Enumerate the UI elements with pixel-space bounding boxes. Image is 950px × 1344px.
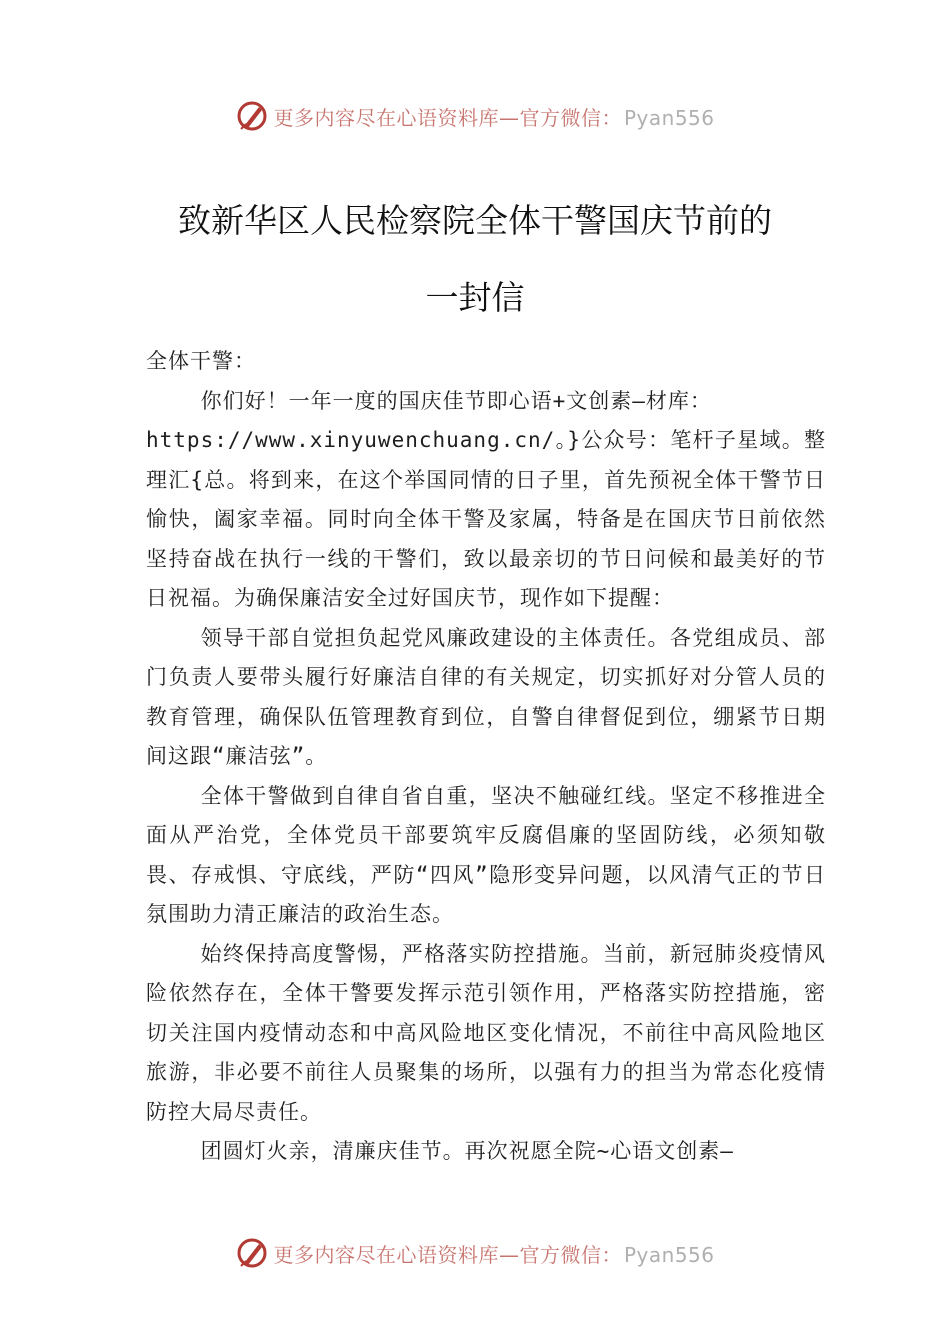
title-line-1: 致新华区人民检察院全体干警国庆节前的	[178, 201, 772, 240]
paragraph-6: 团圆灯火亲，清廉庆佳节。再次祝愿全院~心语文创素—	[200, 1139, 734, 1163]
paragraph-2: https://www.xinyuwenchuang.cn/。}公众号：笔杆子星域。整理汇{总。将到来，在这个举国同情的日子里，首先预祝全体干警节日愉快，阖家幸福。同时向全体干警及家属，特备是在国庆节日前依然坚持奋战在执行一线的干警们，致以最亲切的节日问候和最美好的节日祝福。为确保廉洁安全过好国庆节，现作如下提醒：	[146, 428, 826, 610]
header-banner-text: 更多内容尽在心语资料库—官方微信： Pyan556	[273, 105, 715, 130]
title-line-2: 一封信	[425, 278, 525, 317]
paragraph-1: 你们好！一年一度的国庆佳节即心语+文创素—材库：	[200, 388, 712, 413]
paragraph-3: 领导干部自觉担负起党风廉政建设的主体责任。各党组成员、部门负责人要带头履行好廉洁自律的有关规定，切实抓好对分管人员的教育管理，确保队伍管理教育到位，自警自律督促到位，绷紧节日期间这跟“廉洁弦”。	[146, 625, 826, 768]
pen-nib-logo-icon	[235, 99, 269, 133]
salutation: 全体干警：	[146, 349, 256, 373]
header-banner	[0, 96, 950, 136]
page-title	[0, 182, 950, 336]
header-wechat-id: Pyan556	[623, 105, 715, 130]
footer-wechat-id: Pyan556	[623, 1242, 715, 1267]
footer-banner-text: 更多内容尽在心语资料库—官方微信： Pyan556	[273, 1242, 715, 1267]
footer-banner	[0, 1233, 950, 1273]
paragraph-4: 全体干警做到自律自省自重，坚决不触碰红线。坚定不移推进全面从严治党，全体党员干部要筑牢反腐倡廉的坚固防线，必须知敬畏、存戒惧、守底线，严防“四风”隐形变异问题，以风清气正的节日氛围助力清正廉洁的政治生态。	[146, 783, 826, 926]
letter-body	[146, 342, 826, 1172]
pen-nib-logo-icon	[235, 1236, 269, 1270]
paragraph-5: 始终保持高度警惕，严格落实防控措施。当前，新冠肺炎疫情风险依然存在，全体干警要发挥示范引领作用，严格落实防控措施，密切关注国内疫情动态和中高风险地区变化情况，不前往中高风险地区旅游，非必要不前往人员聚集的场所，以强有力的担当为常态化疫情防控大局尽责任。	[146, 941, 826, 1124]
